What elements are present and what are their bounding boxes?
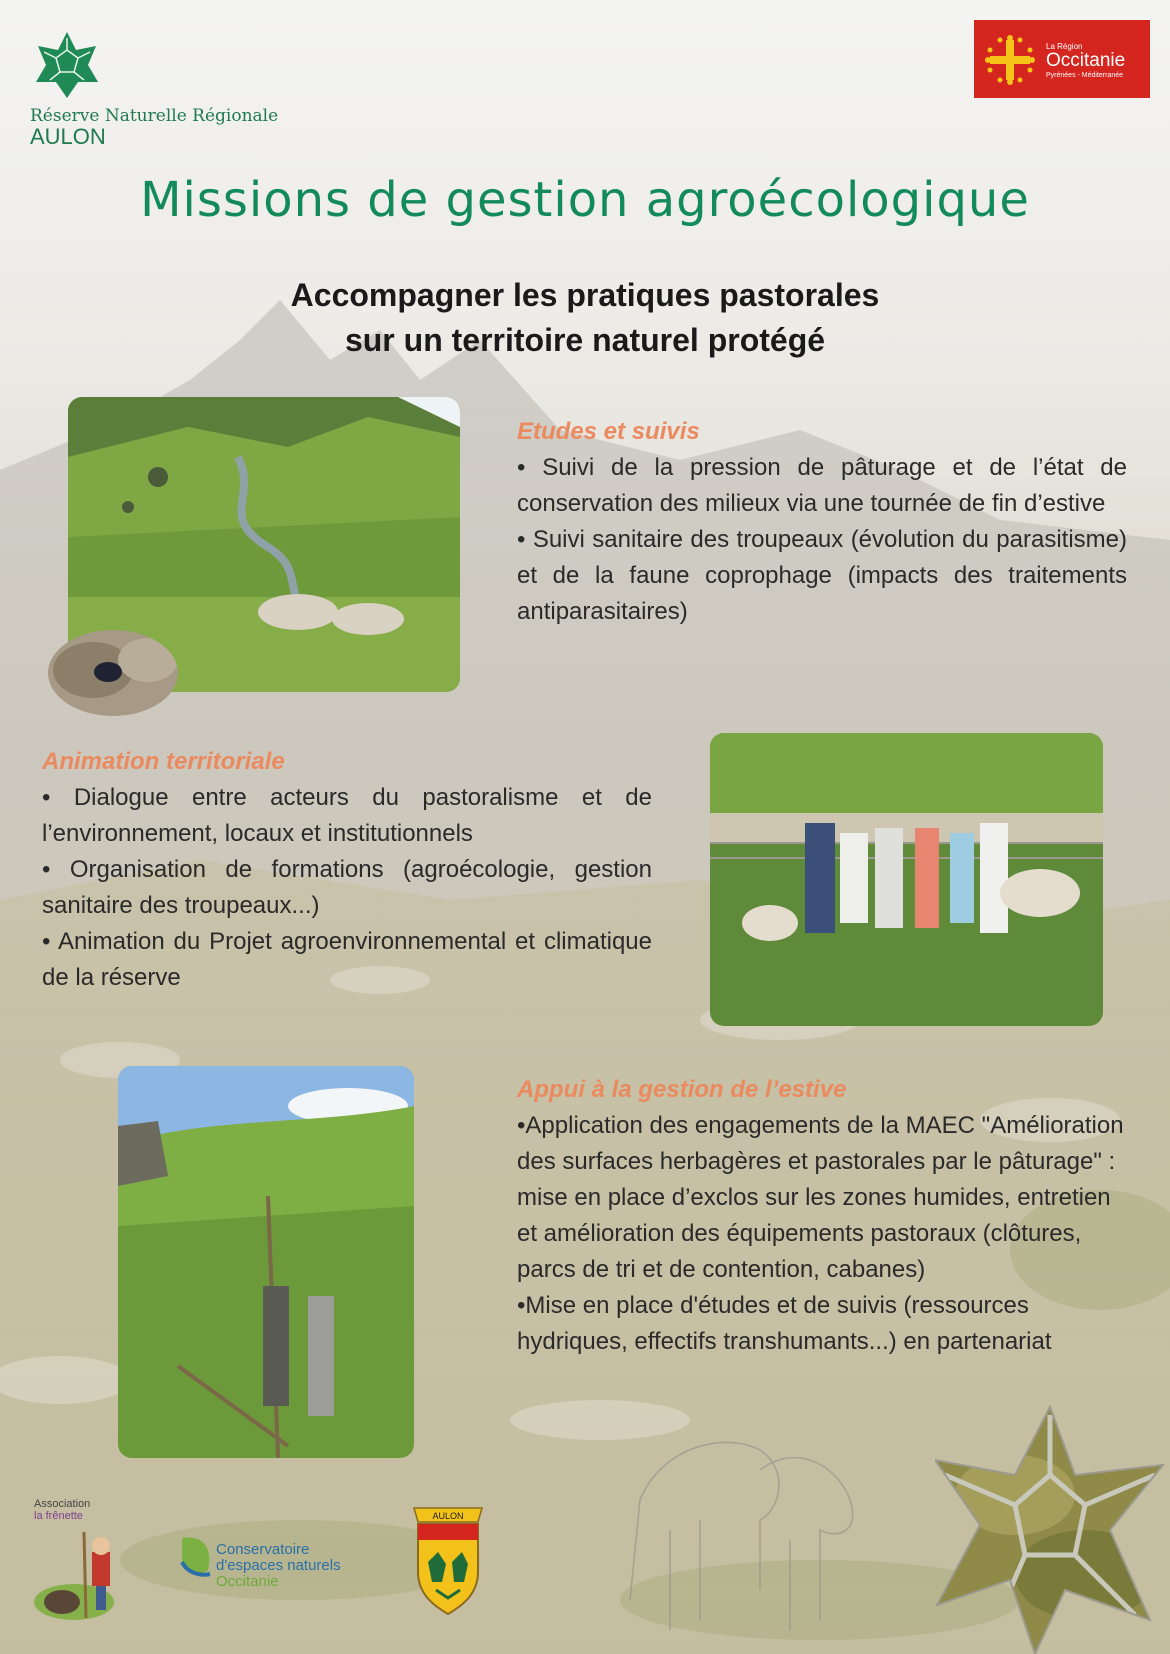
region-label: La Région [1046,42,1083,51]
page-title: Missions de gestion agroécologique [140,172,1030,228]
section-item: • Dialogue entre acteurs du pastoralisme et de l’environnement, locaux et institutionnels [42,784,652,847]
section-body [517,1108,1127,1360]
photo-group-sheep-pen [710,733,1103,1026]
section-appui-estive [517,1076,1127,1360]
conservatoire-line-1: Conservatoire [216,1541,310,1558]
section-item: • Organisation de formations (agroécologie, gestion sanitaire des troupeaux...) [42,856,652,919]
association-name: la frênette [34,1510,83,1522]
association-frenette-logo [34,1498,134,1626]
aulon-crest-icon [408,1502,488,1622]
section-etudes-suivis [517,418,1127,630]
section-item: • Animation du Projet agroenvironnemental et climatique de la réserve [42,928,652,991]
reserve-star-icon [32,30,102,100]
subtitle-line-1: Accompagner les pratiques pastorales [290,277,880,313]
association-label: Association [34,1498,91,1510]
conservatoire-line-2: d'espaces naturels [216,1557,341,1574]
conservatoire-leaf-icon [178,1534,214,1578]
section-animation-territoriale [42,748,652,996]
section-item: • Suivi de la pression de pâturage et de l’état de conservation des milieux via une tournée de fin d’estive [517,454,1127,517]
section-item: • Suivi sanitaire des troupeaux (évolution du parasitisme) et de la faune coprophage (impacts des traitements antiparasitaires) [517,526,1127,625]
reserve-place: AULON [30,124,106,149]
section-item: •Application des engagements de la MAEC "Amélioration des surfaces herbagères et pastorales par le pâturage" : mise en place d’exclos sur les zones humides, entretien et amélioration des équipements pastoraux (clôtures, parcs de tri et de contention, cabanes) [517,1112,1124,1283]
photo-dung-beetle [48,630,178,716]
section-title: Appui à la gestion de l’estive [517,1076,847,1103]
region-occitanie-logo [974,20,1150,98]
conservatoire-logo [178,1534,358,1590]
section-body [517,450,1127,630]
section-body [42,780,652,996]
page-subtitle [0,273,1170,363]
photo-hillside-fence [118,1066,414,1458]
subtitle-line-2: sur un territoire naturel protégé [344,322,826,358]
region-subtitle: Pyrénées - Méditerranée [1046,72,1124,79]
section-title: Etudes et suivis [517,418,700,445]
region-name: Occitanie [1046,50,1126,71]
section-title: Animation territoriale [42,748,285,775]
reserve-name: Réserve Naturelle Régionale [30,106,279,126]
conservatoire-text [216,1542,341,1590]
shepherd-icon [34,1522,130,1622]
reserve-logo [30,30,279,149]
occitan-cross-icon [984,34,1036,86]
crest-name: AULON [432,1511,464,1521]
conservatoire-line-3: Occitanie [216,1573,279,1590]
section-item: •Mise en place d'études et de suivis (ressources hydriques, effectifs transhumants...) en partenariat [517,1292,1052,1355]
star-photo-moss [935,1405,1165,1654]
